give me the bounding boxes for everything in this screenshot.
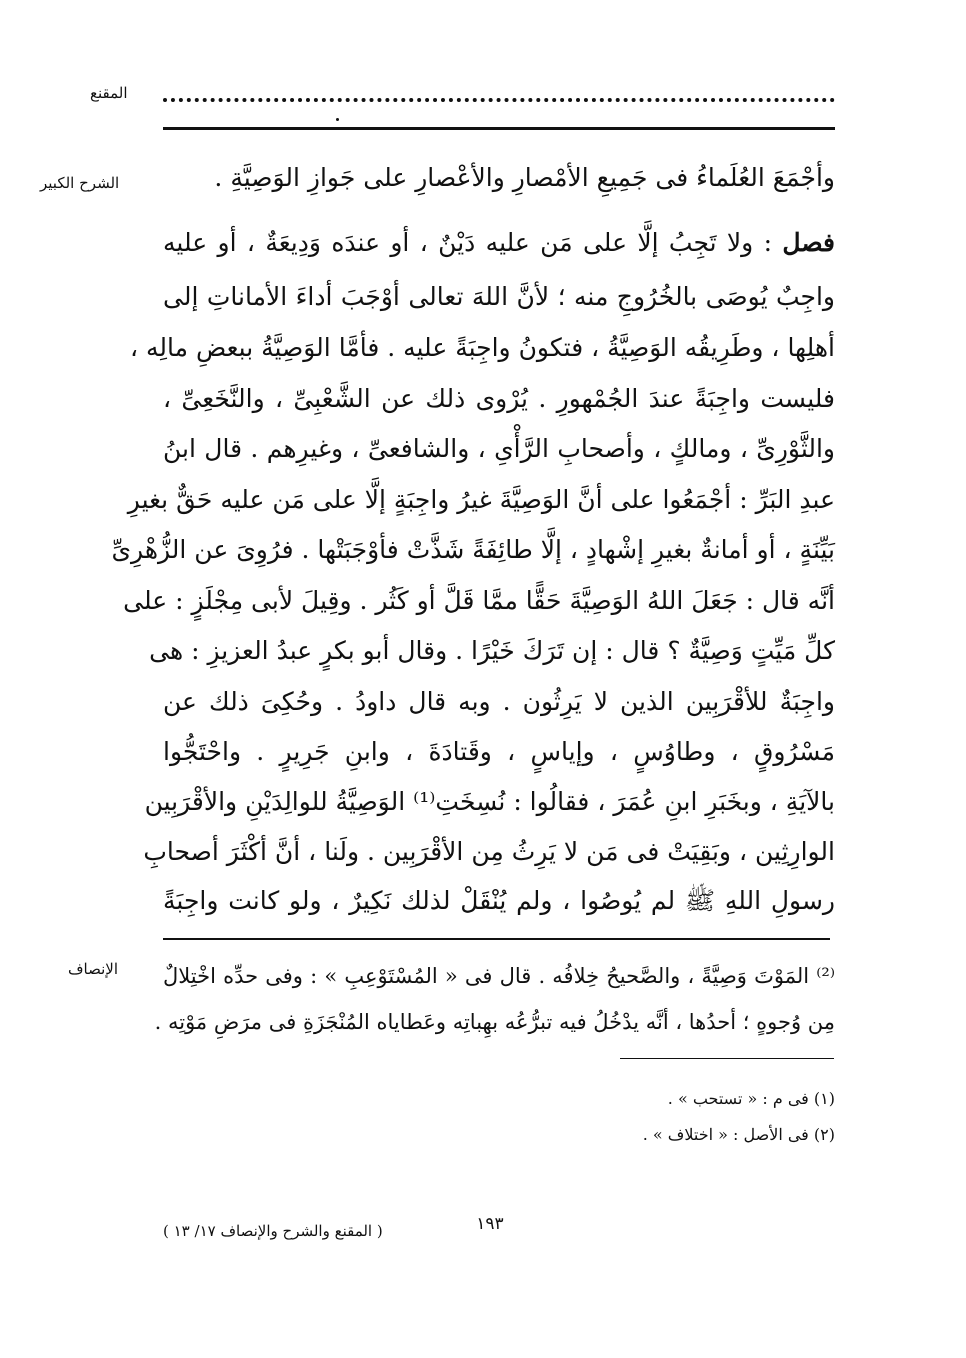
footnote-rule (620, 1058, 834, 1059)
body-line-10: واجِبَةٌ للأقْرَبِين الذين لا يَرِثُون . وبه قال داودُ . وحُكِىَ ذلك عن (163, 687, 835, 716)
body-line-13: الوارِثِين ، وبَقِيَتْ فى مَن لا يَرِثُ مِن الأقْرَبِين . ولَنا ، أنَّ أكْثَرَ أصحابِ (143, 837, 835, 866)
body-line-7: بَيِّنَةٍ ، أو أمانةٌ بغيرِ إشْهادٍ ، إلَّا طائِفَةً شَذَّتْ فأوْجَبَتْها . فرُوِىَ عن الزُّهْرِىِّ (111, 535, 835, 564)
book-label: المقنع (90, 84, 128, 102)
header-rule (163, 127, 835, 130)
sharh-label: الشرح الكبير (40, 174, 120, 192)
page-number: ١٩٣ (476, 1214, 504, 1234)
body-line-11: مَسْرُوقٍ ، وطاوُسٍ ، وإياسٍ ، وقَتادَةَ ، وابنِ جَرِيرٍ . واحْتَجُّوا (163, 737, 835, 766)
dotted-separator (163, 88, 835, 102)
insaf-line-2: مِن وُجوهٍ ؛ أحدُها ، أنَّه يدْخُلُ فيه تبرُّعُه بهِباتِه وعَطاياه المُنْجَزَةِ فى مرَضِ مَوْتِه . (154, 1010, 835, 1034)
section-rule (163, 938, 830, 940)
body-line-8: أنَّه قال : جَعَلَ اللهُ الوَصِيَّةَ حَقًّا ممَّا قَلَّ أو كَثُر . وقِيلَ لأبى مِجْلَزٍ : على (123, 586, 835, 615)
footnote-2: (٢) فى الأصل : « اختلاف » . (642, 1125, 835, 1144)
intro-line: وأجْمَعَ العُلَماءُ فى جَمِيعِ الأمْصارِ والأعْصارِ على جَوازِ الوَصِيَّةِ . (214, 163, 835, 192)
body-line-5: والثَّوْرِىِّ ، ومالكٍ ، وأصحابِ الرَّأْىِ ، والشافعىِّ ، وغيرِهم . قال ابنُ (163, 434, 835, 463)
body-line-2: واجِبٌ يُوصَى بالخُرُوجِ منه ؛ لأنَّ اللهَ تعالى أوْجَبَ أداءَ الأماناتِ إلى (163, 282, 835, 311)
body-line-4: فليست واجِبَةً عندَ الجُمْهورِ . يُرْوى ذلك عن الشَّعْبِىِّ ، والنَّخَعِىِّ ، (163, 384, 835, 413)
body-line-9: كلِّ مَيِّتٍ وَصِيَّةٌ ؟ قال : إن تَرَكَ خَيْرًا . وقال أبو بكرٍ عبدُ العزيزِ : هى (149, 636, 835, 665)
body-line-14: رسولِ اللهِ ﷺ لم يُوصُوا ، ولم يُنْقَلْ لذلك نَكِيرٌ ، ولو كانت واجِبَةً (163, 886, 835, 915)
insaf-line-1: ⁽²⁾ المَوْتَ وَصِيَّةً ، والصَّحيحُ خِلافُه . قال فى « المُسْتَوْعِبِ » : وفى حدِّه اخْتِلالٌ (163, 964, 835, 988)
footnote-1: (١) فى م : « تستحب » . (667, 1089, 835, 1108)
fasl-heading: فصل (782, 228, 835, 257)
insaf-label: الإنصاف (68, 960, 119, 978)
decorative-dot (336, 118, 339, 121)
body-line-6: عبدِ البَرِّ : أجْمَعُوا على أنَّ الوَصِيَّةَ غيرُ واجِبَةٍ إلَّا على مَن عليه حَقٌّ بغيرِ (127, 485, 835, 514)
body-line-12: بالآيَةِ ، وبخَبَرِ ابنِ عُمَرَ ، فقالُوا : نُسِخَتِ⁽¹⁾ الوَصِيَّةُ للوالِدَيْنِ والأقْرَبِين (144, 787, 835, 816)
body-line-text: : ولا تَجِبُ إلَّا على مَن عليه دَيْنٌ ، أو عندَه وَدِيعَةٌ ، أو عليه (163, 228, 773, 257)
citation: ( المقنع والشرح والإنصاف ١٧/ ١٣ ) (163, 1222, 383, 1240)
body-line-1 (163, 220, 835, 266)
body-line-3: أهلِها ، وطَرِيقُه الوَصِيَّةُ ، فتكونُ واجِبَةً عليه . فأمَّا الوَصِيَّةُ ببعضِ مالِه ، (129, 333, 835, 362)
